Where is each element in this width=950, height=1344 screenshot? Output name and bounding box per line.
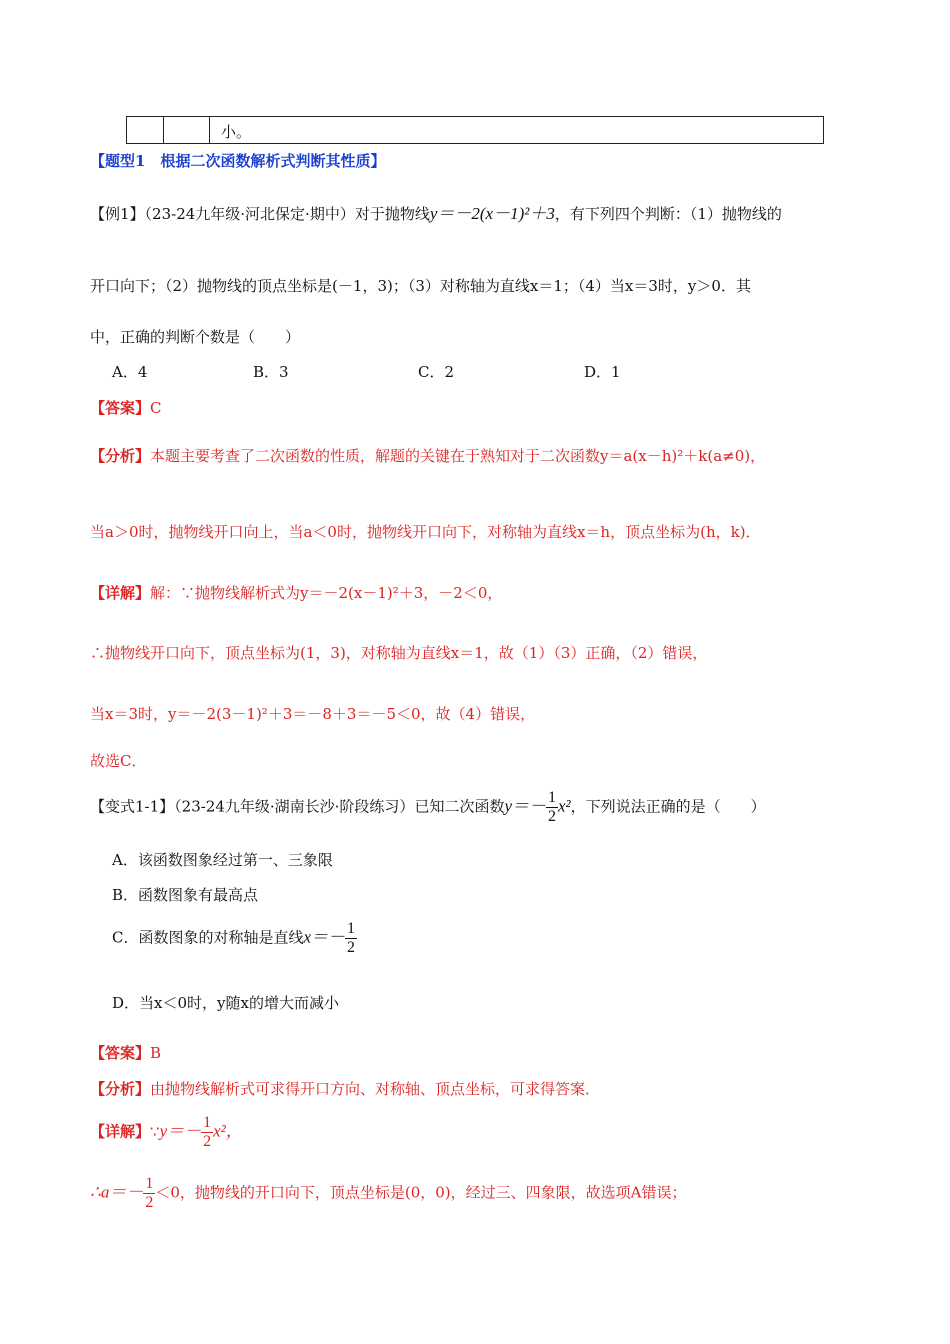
example1-detail-4: 故选C． bbox=[90, 752, 147, 770]
option-c-text: C．函数图象的对称轴是直线 bbox=[112, 928, 304, 947]
example1-source: （23-24九年级·河北保定·期中） bbox=[144, 205, 355, 223]
variant1-option-b: B．函数图象有最高点 bbox=[112, 886, 259, 904]
variant1-source: （23-24九年级·湖南长沙·阶段练习） bbox=[174, 797, 415, 816]
detail-2-post: ＜0，抛物线的开口向下，顶点坐标是(0，0)，经过三、四象限，故选项A错误； bbox=[155, 1183, 687, 1202]
example1-detail-2: ∴抛物线开口向下，顶点坐标为(1，3)，对称轴为直线x＝1，故（1）（3）正确，（2）错误， bbox=[90, 644, 708, 662]
example1-option-b: B．3 bbox=[253, 363, 289, 381]
variant1-formula-post: x² bbox=[558, 796, 571, 816]
example1-line1 bbox=[90, 199, 782, 224]
variant1-detail-2 bbox=[90, 1175, 687, 1212]
detail-label: 【详解】 bbox=[90, 1122, 151, 1141]
example1-label: 【例1】 bbox=[90, 205, 145, 223]
variant1-formula-pre: y＝－ bbox=[504, 796, 546, 816]
example1-stem-a: 对于抛物线 bbox=[354, 205, 430, 223]
example1-detail-1 bbox=[90, 582, 502, 603]
example1-option-c: C．2 bbox=[418, 363, 455, 381]
answer-value: C bbox=[150, 399, 162, 417]
example1-line2: 开口向下；（2）抛物线的顶点坐标是(－1，3)；（3）对称轴为直线x＝1；（4）当x＝3时，y＞0．其 bbox=[90, 277, 751, 295]
detail-formula: y＝－ bbox=[159, 1121, 202, 1141]
table-row bbox=[126, 116, 824, 144]
detail-label: 【详解】 bbox=[90, 584, 151, 602]
section-title: 【题型1 根据二次函数解析式判断其性质】 bbox=[90, 152, 386, 170]
detail-text: 解：∵抛物线解析式为y＝－2(x－1)²＋3，－2＜0， bbox=[150, 584, 503, 602]
analysis-text: 由抛物线解析式可求得开口方向、对称轴、顶点坐标，可求得答案． bbox=[150, 1080, 601, 1098]
detail-fraction: $\frac{1}{2}$ bbox=[203, 1114, 212, 1150]
example1-option-a: A．4 bbox=[112, 363, 148, 381]
example1-line3: 中，正确的判断个数是（ ） bbox=[90, 328, 301, 346]
analysis-label: 【分析】 bbox=[90, 447, 151, 465]
variant1-option-a: A．该函数图象经过第一、三象限 bbox=[112, 851, 333, 869]
because-symbol: ∵ bbox=[150, 1122, 160, 1141]
table-divider bbox=[209, 117, 210, 143]
example1-answer bbox=[90, 397, 162, 418]
variant1-fraction: $\frac{1}{2}$ bbox=[548, 789, 556, 825]
variant1-stem-a: 已知二次函数 bbox=[414, 797, 505, 816]
variant1-stem-b: ，下列说法正确的是（ ） bbox=[570, 797, 766, 816]
variant1-answer bbox=[90, 1042, 161, 1063]
example1-option-d: D．1 bbox=[584, 363, 621, 381]
table-divider bbox=[163, 117, 164, 143]
variant1-analysis bbox=[90, 1078, 600, 1099]
option-c-fraction: $\frac{1}{2}$ bbox=[347, 920, 356, 956]
analysis-text: 本题主要考查了二次函数的性质，解题的关键在于熟知对于二次函数y＝a(x－h)²＋k(a≠0)， bbox=[150, 447, 766, 465]
variant1-detail-1 bbox=[90, 1114, 243, 1151]
answer-label: 【答案】 bbox=[90, 1044, 151, 1062]
detail-formula-post: x²， bbox=[213, 1121, 243, 1141]
example1-analysis-2: 当a＞0时，抛物线开口向上，当a＜0时，抛物线开口向下，对称轴为直线x＝h，顶点坐标为(h，k)． bbox=[90, 523, 761, 541]
variant1-label: 【变式1-1】 bbox=[90, 797, 175, 816]
detail-2-fraction: $\frac{1}{2}$ bbox=[145, 1175, 154, 1211]
analysis-label: 【分析】 bbox=[90, 1080, 151, 1098]
example1-detail-3: 当x＝3时，y＝－2(3－1)²＋3＝－8＋3＝－5＜0，故（4）错误， bbox=[90, 705, 536, 723]
variant1-line1 bbox=[90, 789, 766, 826]
detail-2-pre: ∴a＝－ bbox=[90, 1182, 144, 1202]
example1-stem-b: ，有下列四个判断：（1）抛物线的 bbox=[554, 205, 782, 223]
answer-label: 【答案】 bbox=[90, 399, 151, 417]
variant1-option-c bbox=[112, 920, 357, 957]
table-cell-text: 小。 bbox=[221, 123, 252, 141]
answer-value: B bbox=[150, 1044, 162, 1062]
example1-analysis-1 bbox=[90, 445, 765, 466]
variant1-option-d: D．当x＜0时，y随x的增大而减小 bbox=[112, 994, 339, 1012]
option-c-formula: x＝－ bbox=[303, 927, 346, 947]
example1-formula: y＝－2(x－1)²＋3 bbox=[429, 204, 555, 223]
